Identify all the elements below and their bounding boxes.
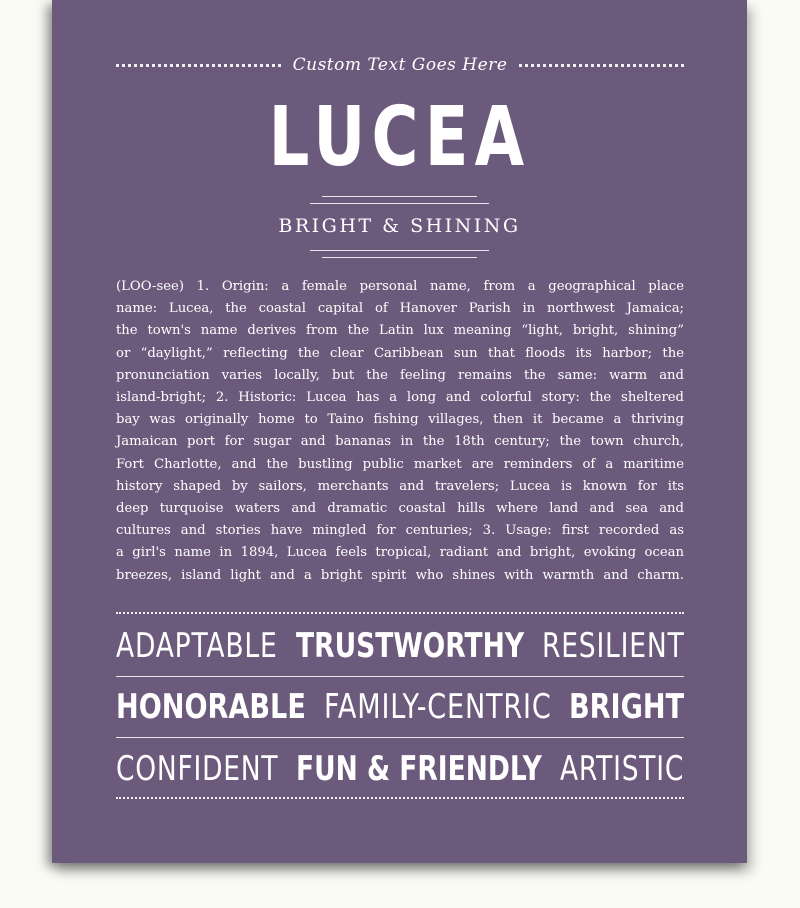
definition-line: breezes, island light and a bright spirit who shines with warmth and charm. [116, 567, 684, 583]
traits-divider-bottom [116, 797, 684, 799]
traits-divider-2 [116, 737, 684, 738]
dotted-divider-right [519, 64, 684, 67]
definition-line: name: Lucea, the coastal capital of Hanover Parish in northwest Jamaica; [116, 301, 684, 317]
definition-line: deep turquoise waters and dramatic coastal hills where land and sea and [116, 501, 684, 517]
definition-line: history shaped by sailors, merchants and travelers; Lucea is known for its [116, 478, 684, 494]
trait-word: HONORABLE [116, 687, 306, 727]
name-definition [116, 276, 684, 587]
definition-line: (LOO-see) 1. Origin: a female personal name, from a geographical place [116, 279, 684, 294]
definition-line: cultures and stories have mingled for centuries; 3. Usage: first recorded as [116, 523, 684, 539]
traits-row-3 [116, 746, 684, 792]
definition-line: or “daylight,” reflecting the clear Caribbean sun that floods its harbor; the [116, 345, 684, 361]
name-underline-top [322, 196, 477, 197]
name-underline-bottom [310, 203, 489, 204]
name-poster [52, 0, 747, 863]
traits-row-2 [116, 684, 684, 730]
custom-text-row [116, 50, 684, 80]
meaning-underline-bottom [322, 257, 477, 258]
traits-divider-1 [116, 676, 684, 677]
trait-word: CONFIDENT [116, 749, 279, 789]
name-meaning: BRIGHT & SHINING [278, 215, 521, 237]
trait-word: FUN & FRIENDLY [296, 749, 542, 789]
trait-word: RESILIENT [541, 626, 685, 666]
traits-divider-top [116, 612, 684, 614]
definition-line: the town's name derives from the Latin lux meaning “light, bright, shining” [116, 323, 684, 339]
trait-word: ARTISTIC [560, 749, 685, 789]
traits-row-1 [116, 623, 684, 669]
trait-word: BRIGHT [569, 687, 685, 727]
definition-line: Jamaican port for sugar and bananas in the 18th century; the town church, [116, 434, 684, 450]
custom-text: Custom Text Goes Here [292, 55, 508, 75]
poster-name: LUCEA [268, 90, 531, 185]
definition-line: a girl's name in 1894, Lucea feels tropical, radiant and bright, evoking ocean [116, 545, 684, 561]
trait-word: ADAPTABLE [116, 626, 278, 666]
trait-word: FAMILY-CENTRIC [323, 687, 552, 727]
dotted-divider-left [116, 64, 281, 67]
meaning-underline-top [310, 250, 489, 251]
definition-line: bay was originally home to Taino fishing villages, then it became a thriving [116, 412, 684, 428]
definition-line: island-bright; 2. Historic: Lucea has a long and colorful story: the sheltered [116, 390, 684, 406]
definition-line: pronunciation varies locally, but the feeling remains the same: warm and [116, 367, 684, 383]
trait-word: TRUSTWORTHY [295, 626, 524, 666]
definition-line: Fort Charlotte, and the bustling public market are reminders of a maritime [116, 456, 684, 472]
